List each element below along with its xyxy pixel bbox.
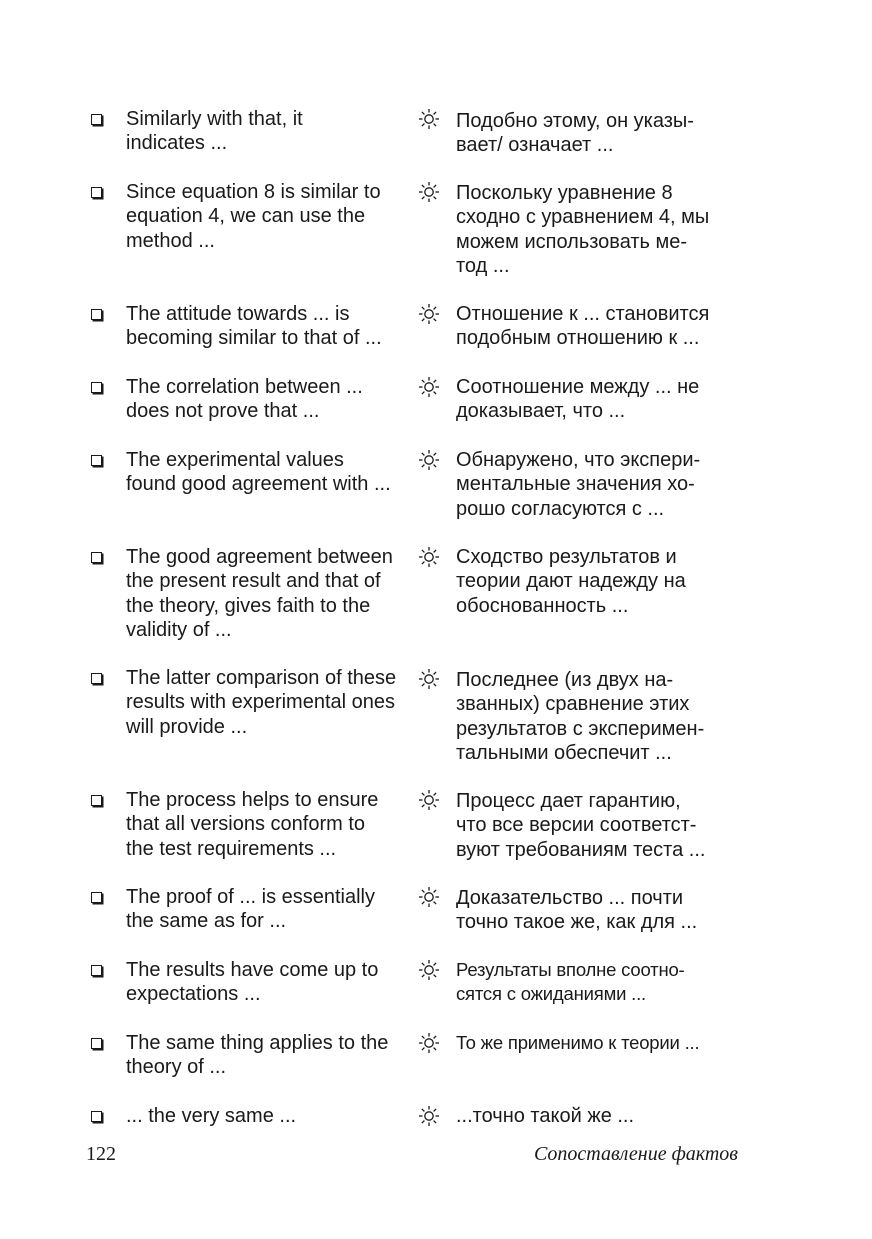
russian-translation: Сходство результатов и теории дают надежду на обоснованность ...	[456, 546, 686, 617]
square-bullet-icon	[91, 187, 102, 198]
russian-translation: Процесс дает гарантию, что все версии соответст- вуют требованиям теста ...	[456, 790, 706, 861]
sun-icon	[418, 886, 440, 908]
square-bullet-icon	[91, 1111, 102, 1122]
square-bullet-icon	[91, 382, 102, 393]
russian-translation: Отношение к ... становится подобным отношению к ...	[456, 303, 710, 350]
square-bullet-icon	[91, 965, 102, 976]
square-bullet-icon	[91, 309, 102, 320]
sun-icon	[418, 668, 440, 690]
english-phrase: The correlation between ... does not prove that ...	[126, 376, 363, 423]
english-phrase: The experimental values found good agreement with ...	[126, 449, 391, 496]
sun-icon	[418, 303, 440, 325]
english-phrase: Since equation 8 is similar to equation 4, we can use the method ...	[126, 181, 381, 252]
english-phrase: The same thing applies to the theory of ...	[126, 1032, 389, 1079]
sun-icon	[418, 181, 440, 203]
sun-icon	[418, 959, 440, 981]
english-phrase: The good agreement between the present result and that of the theory, gives faith to the validity of ...	[126, 546, 393, 641]
sun-icon	[418, 108, 440, 130]
sun-icon	[418, 1032, 440, 1054]
sun-icon	[418, 449, 440, 471]
russian-translation: То же применимо к теории ...	[456, 1032, 700, 1053]
english-phrase: The results have come up to expectations ...	[126, 959, 379, 1006]
page-number: 122	[86, 1143, 116, 1165]
square-bullet-icon	[91, 1038, 102, 1049]
sun-icon	[418, 376, 440, 398]
russian-translation: Соотношение между ... не доказывает, что ...	[456, 376, 700, 423]
square-bullet-icon	[91, 673, 102, 684]
running-footer-title: Сопоставление фактов	[533, 1143, 738, 1165]
english-phrase: The latter comparison of these results with experimental ones will provide ...	[126, 667, 397, 738]
square-bullet-icon	[91, 892, 102, 903]
square-bullet-icon	[91, 455, 102, 466]
english-phrase: The attitude towards ... is becoming similar to that of ...	[126, 303, 382, 350]
english-phrase: Similarly with that, it indicates ...	[126, 108, 303, 155]
sun-icon	[418, 1105, 440, 1127]
square-bullet-icon	[91, 795, 102, 806]
sun-icon	[418, 789, 440, 811]
english-phrase: ... the very same ...	[126, 1105, 297, 1127]
russian-translation: Доказательство ... почти точно такое же, как для ...	[456, 887, 698, 934]
english-phrase: The process helps to ensure that all versions conform to the test requirements ...	[126, 789, 379, 860]
russian-translation: Поскольку уравнение 8 сходно с уравнением 4, мы можем использовать ме- тод ...	[456, 182, 710, 277]
russian-translation: Подобно этому, он указы- вает/ означает ...	[456, 110, 694, 157]
russian-translation: Результаты вполне соотно- сятся с ожиданиями ...	[456, 959, 685, 1005]
square-bullet-icon	[91, 552, 102, 563]
russian-translation: Обнаружено, что экспери- ментальные значения хо- рошо согласуются с ...	[456, 449, 701, 520]
russian-translation: ...точно такой же ...	[456, 1105, 635, 1127]
square-bullet-icon	[91, 114, 102, 125]
english-phrase: The proof of ... is essentially the same as for ...	[126, 886, 376, 933]
sun-icon	[418, 546, 440, 568]
russian-translation: Последнее (из двух на- званных) сравнение этих результатов с эксперимен- тальными обеспечит ...	[456, 669, 705, 764]
